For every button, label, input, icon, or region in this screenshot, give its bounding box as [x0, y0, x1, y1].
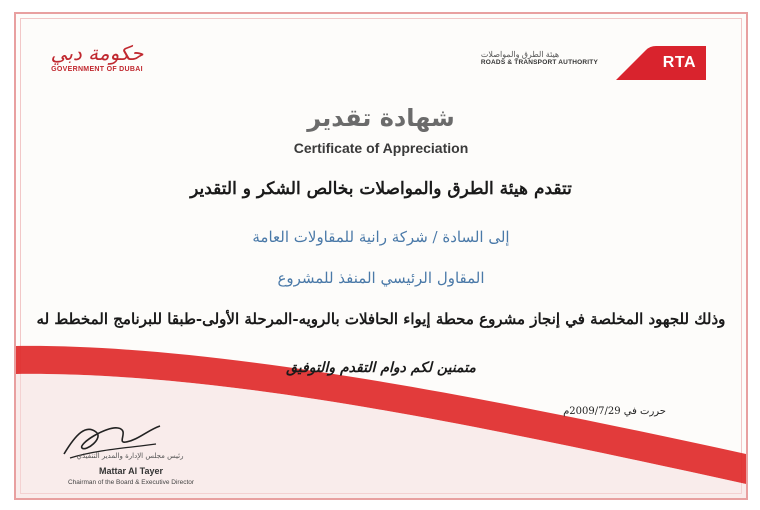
- rta-logo-english: ROADS & TRANSPORT AUTHORITY: [480, 59, 598, 66]
- certificate-title-english: Certificate of Appreciation: [293, 140, 469, 156]
- recipient-line: إلى السادة / شركة رانية للمقاولات العامة: [252, 228, 510, 246]
- signatory-title-arabic: رئيس مجلس الإدارة والمدير التنفيذي: [76, 452, 184, 460]
- appreciation-line: تتقدم هيئة الطرق والمواصلات بخالص الشكر و التقدير: [190, 179, 572, 199]
- rta-logo-text: [481, 50, 598, 66]
- certificate-title-arabic: شهادة تقدير: [307, 104, 455, 132]
- project-line: وذلك للجهود المخلصة في إنجاز مشروع محطة إيواء الحافلات بالرويه-المرحلة الأولى-طبقا للبرنامج المخطط له: [36, 310, 726, 328]
- dubai-logo-english: GOVERNMENT OF DUBAI: [51, 66, 143, 73]
- rta-logo: [476, 44, 706, 84]
- signatory-role: Chairman of the Board & Executive Director: [67, 479, 195, 486]
- issue-date: حررت في 2009/7/29م: [563, 406, 666, 417]
- certificate-frame: [14, 12, 748, 500]
- wishes-line: متمنين لكم دوام التقدم والتوفيق: [286, 360, 476, 376]
- rta-logo-arabic: هيئة الطرق والمواصلات: [480, 50, 560, 59]
- rta-badge-text: RTA: [662, 54, 696, 71]
- dubai-logo-arabic: حكومة دبي: [50, 41, 144, 65]
- signatory-name: Mattar Al Tayer: [98, 466, 164, 476]
- government-of-dubai-logo: [42, 42, 152, 73]
- role-line: المقاول الرئيسي المنفذ للمشروع: [277, 269, 485, 287]
